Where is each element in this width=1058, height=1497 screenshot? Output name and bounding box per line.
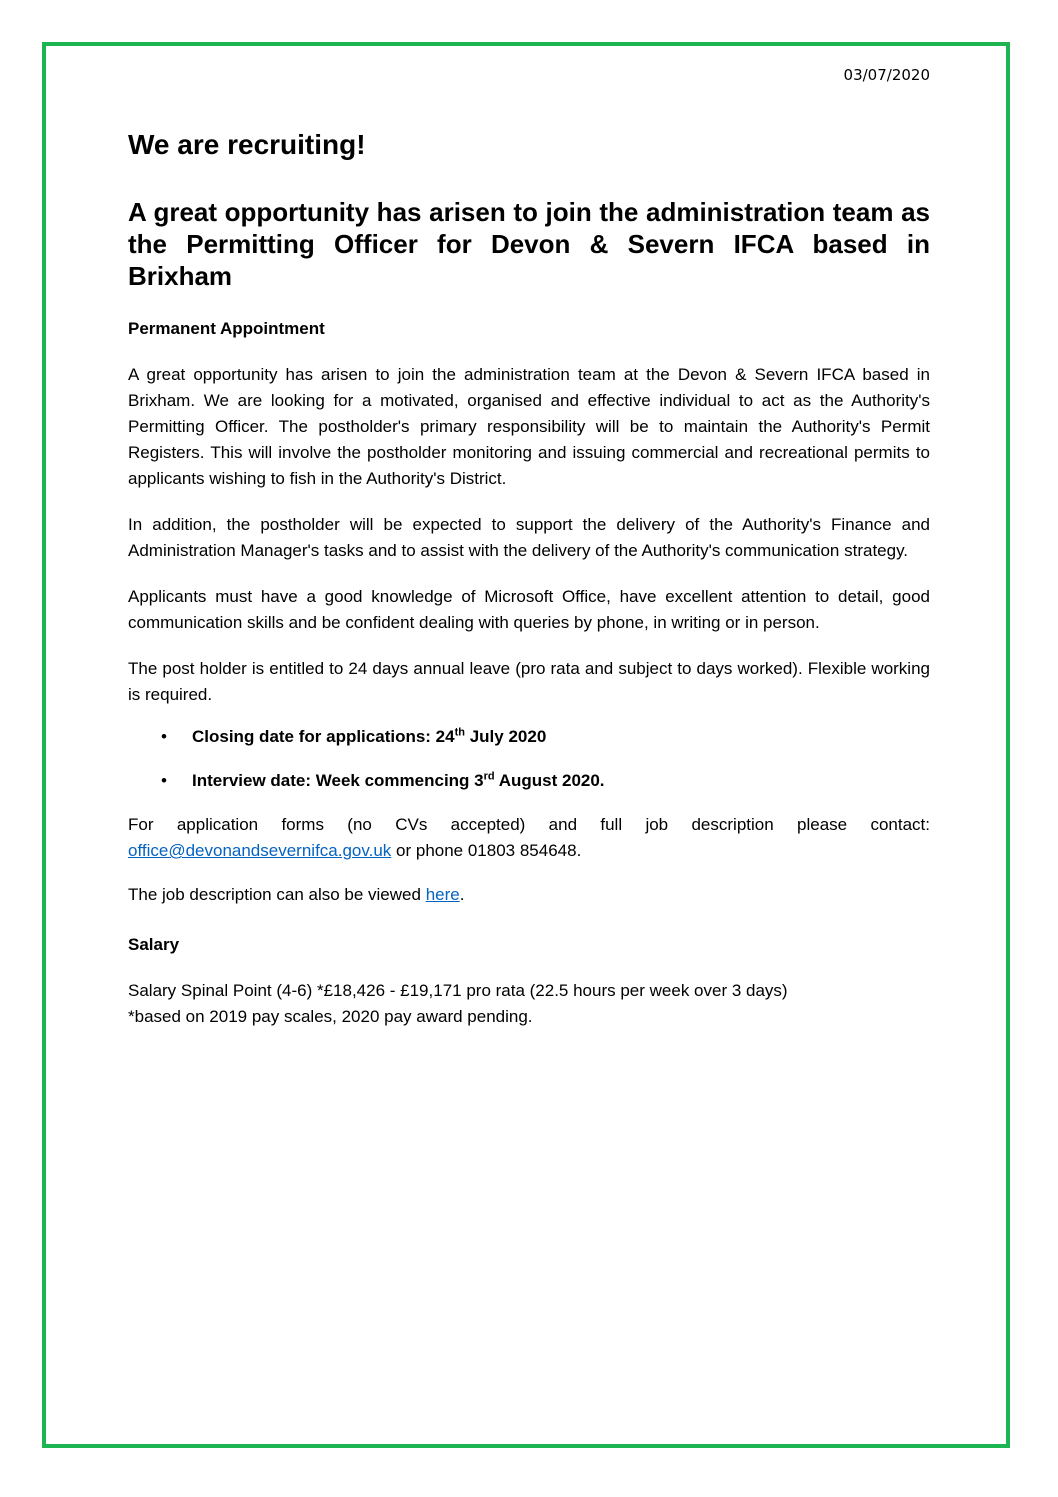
interview-date-month: August 2020.	[494, 771, 605, 790]
key-dates-list	[128, 724, 930, 794]
closing-date-item	[128, 724, 930, 750]
closing-date-suffix: th	[454, 726, 465, 739]
document-content	[128, 60, 930, 1030]
salary-heading: Salary	[128, 935, 180, 954]
salary-line: Salary Spinal Point (4-6) *£18,426 - £19,171 pro rata (22.5 hours per week over 3 days)	[128, 981, 788, 1000]
duties-paragraph: In addition, the postholder will be expected to support the delivery of the Authority's Finance and Administration Manager's tasks and to assist with the delivery of the Authority's communication strategy.	[128, 515, 930, 560]
interview-date-item	[128, 768, 930, 794]
appointment-heading: Permanent Appointment	[128, 319, 325, 338]
bullet-icon: •	[161, 727, 167, 746]
salary-details	[128, 978, 930, 1030]
job-description-text: The job description can also be viewed	[128, 885, 426, 904]
page-subtitle: A great opportunity has arisen to join the administration team as the Permitting Officer for Devon & Severn IFCA based in Brixham	[128, 197, 930, 291]
interview-date-text: Interview date: Week commencing 3	[192, 771, 484, 790]
bullet-icon: •	[161, 771, 167, 790]
job-description-paragraph	[128, 882, 930, 908]
document-date: 03/07/2020	[843, 66, 930, 84]
email-link[interactable]: office@devonandsevernifca.gov.uk	[128, 841, 392, 860]
job-description-end: .	[459, 885, 465, 904]
phone-text: or phone 01803 854648.	[391, 841, 582, 860]
requirements-paragraph: Applicants must have a good knowledge of Microsoft Office, have excellent attention to detail, good communication skills and be confident dealing with queries by phone, in writing or in person.	[128, 587, 930, 632]
contact-text: For application forms (no CVs accepted) and full job description please contact:	[128, 815, 930, 834]
closing-date-text: Closing date for applications: 24	[192, 727, 455, 746]
contact-paragraph	[128, 812, 930, 864]
interview-date-suffix: rd	[483, 770, 495, 783]
page-title: We are recruiting!	[128, 129, 366, 160]
salary-note: *based on 2019 pay scales, 2020 pay award pending.	[128, 1007, 533, 1026]
leave-paragraph: The post holder is entitled to 24 days annual leave (pro rata and subject to days worked). Flexible working is required.	[128, 659, 930, 704]
intro-paragraph: A great opportunity has arisen to join the administration team at the Devon & Severn IFCA based in Brixham. We are looking for a motivated, organised and effective individual to act as the Authority's Permitting Officer. The postholder's primary responsibility will be to maintain the Authority's Permit Registers. This will involve the postholder monitoring and issuing commercial and recreational permits to applicants wishing to fish in the Authority's District.	[128, 365, 930, 488]
closing-date-month: July 2020	[465, 727, 547, 746]
job-description-link[interactable]: here	[425, 885, 460, 904]
